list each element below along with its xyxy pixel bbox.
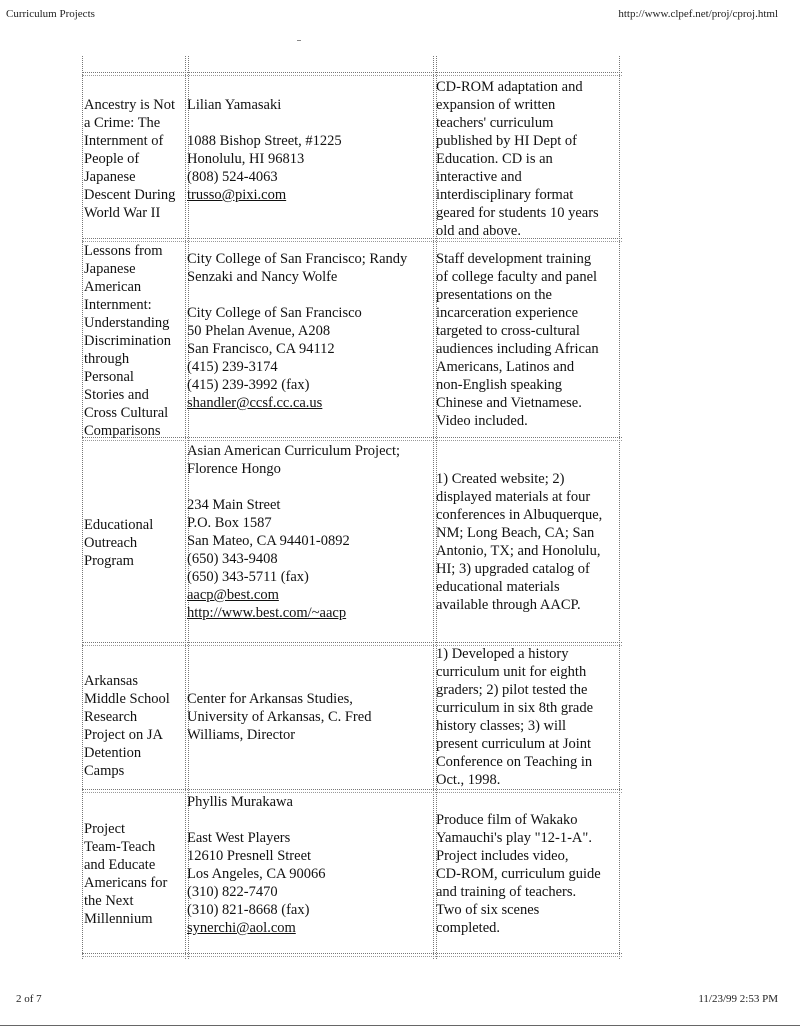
project-description: 1) Developed a history curriculum unit for eighth graders; 2) pilot tested the curriculum in six 8th grade history classes; 3) will present curriculum at Joint Conference on Teaching in Oct., 1998. — [436, 646, 594, 788]
contact-text: City College of San Francisco; Randy Senzaki and Nancy Wolfe City College of San Francisco 50 Phelan Avenue, A208 San Francisco, CA 94112 (415) 239-3174 (415) 239-3992 (fax) — [187, 251, 408, 393]
email-link[interactable]: synerchi@aol.com — [187, 920, 296, 936]
print-datetime: 11/23/99 2:53 PM — [698, 993, 778, 1005]
page-header-title: Curriculum Projects — [6, 8, 95, 20]
column-divider-1 — [185, 56, 186, 959]
row-divider — [82, 789, 622, 790]
project-name: Ancestry is Not a Crime: The Internment of People of Japanese Descent During World War II — [84, 97, 176, 221]
contact-info — [187, 250, 432, 412]
contact-text: Lilian Yamasaki 1088 Bishop Street, #1225 Honolulu, HI 96813 (808) 524-4063 — [187, 97, 342, 185]
project-name: Lessons from Japanese American Internment: Understanding Discrimination through Personal Stories and Cross Cultural Comparisons — [84, 243, 171, 439]
table-border-left — [82, 56, 83, 959]
project-name: Project Team-Teach and Educate Americans for the Next Millennium — [84, 821, 168, 927]
row-divider — [82, 953, 622, 954]
contact-info — [187, 96, 432, 204]
email-link[interactable]: shandler@ccsf.cc.ca.us — [187, 395, 323, 411]
page-header-url: http://www.clpef.net/proj/cproj.html — [618, 8, 778, 20]
email-link[interactable]: aacp@best.com — [187, 587, 279, 603]
project-name: Educational Outreach Program — [84, 517, 154, 569]
project-name: Arkansas Middle School Research Project on JA Detention Camps — [84, 673, 170, 779]
website-link[interactable]: http://www.best.com/~aacp — [187, 605, 347, 621]
project-description: Produce film of Wakako Yamauchi's play "12-1-A". Project includes video, CD-ROM, curriculum guide and training of teachers. Two of six scenes completed. — [436, 812, 601, 936]
projects-table — [82, 56, 622, 959]
contact-info: Center for Arkansas Studies, University of Arkansas, C. Fred Williams, Director — [187, 691, 372, 743]
contact-info — [187, 793, 432, 937]
row-divider — [82, 72, 622, 73]
table-border-right — [619, 56, 620, 959]
page-number: 2 of 7 — [16, 993, 42, 1005]
contact-text: Asian American Curriculum Project; Florence Hongo 234 Main Street P.O. Box 1587 San Mateo, CA 94401-0892 (650) 343-9408 (650) 343-5711 (fax) — [187, 443, 401, 585]
contact-text: Phyllis Murakawa East West Players 12610 Presnell Street Los Angeles, CA 90066 (310) 822-7470 (310) 821-8668 (fax) — [187, 794, 326, 918]
bottom-rule — [0, 1025, 800, 1026]
scan-mark — [297, 40, 301, 41]
project-description: 1) Created website; 2) displayed materials at four conferences in Albuquerque, NM; Long Beach, CA; San Antonio, TX; and Honolulu, HI; 3) upgraded catalog of educational materials available through AACP. — [436, 471, 603, 613]
row-divider — [82, 642, 622, 643]
email-link[interactable]: trusso@pixi.com — [187, 187, 287, 203]
project-description: CD-ROM adaptation and expansion of written teachers' curriculum published by HI Dept of Education. CD is an interactive and interdisciplinary format geared for students 10 years old and above. — [436, 79, 599, 239]
column-divider-2 — [433, 56, 434, 959]
contact-info — [187, 442, 432, 622]
project-description: Staff development training of college faculty and panel presentations on the incarceration experience targeted to cross-cultural audiences including African Americans, Latinos and non-English speaking Chinese and Vietnamese. Video included. — [436, 251, 599, 429]
